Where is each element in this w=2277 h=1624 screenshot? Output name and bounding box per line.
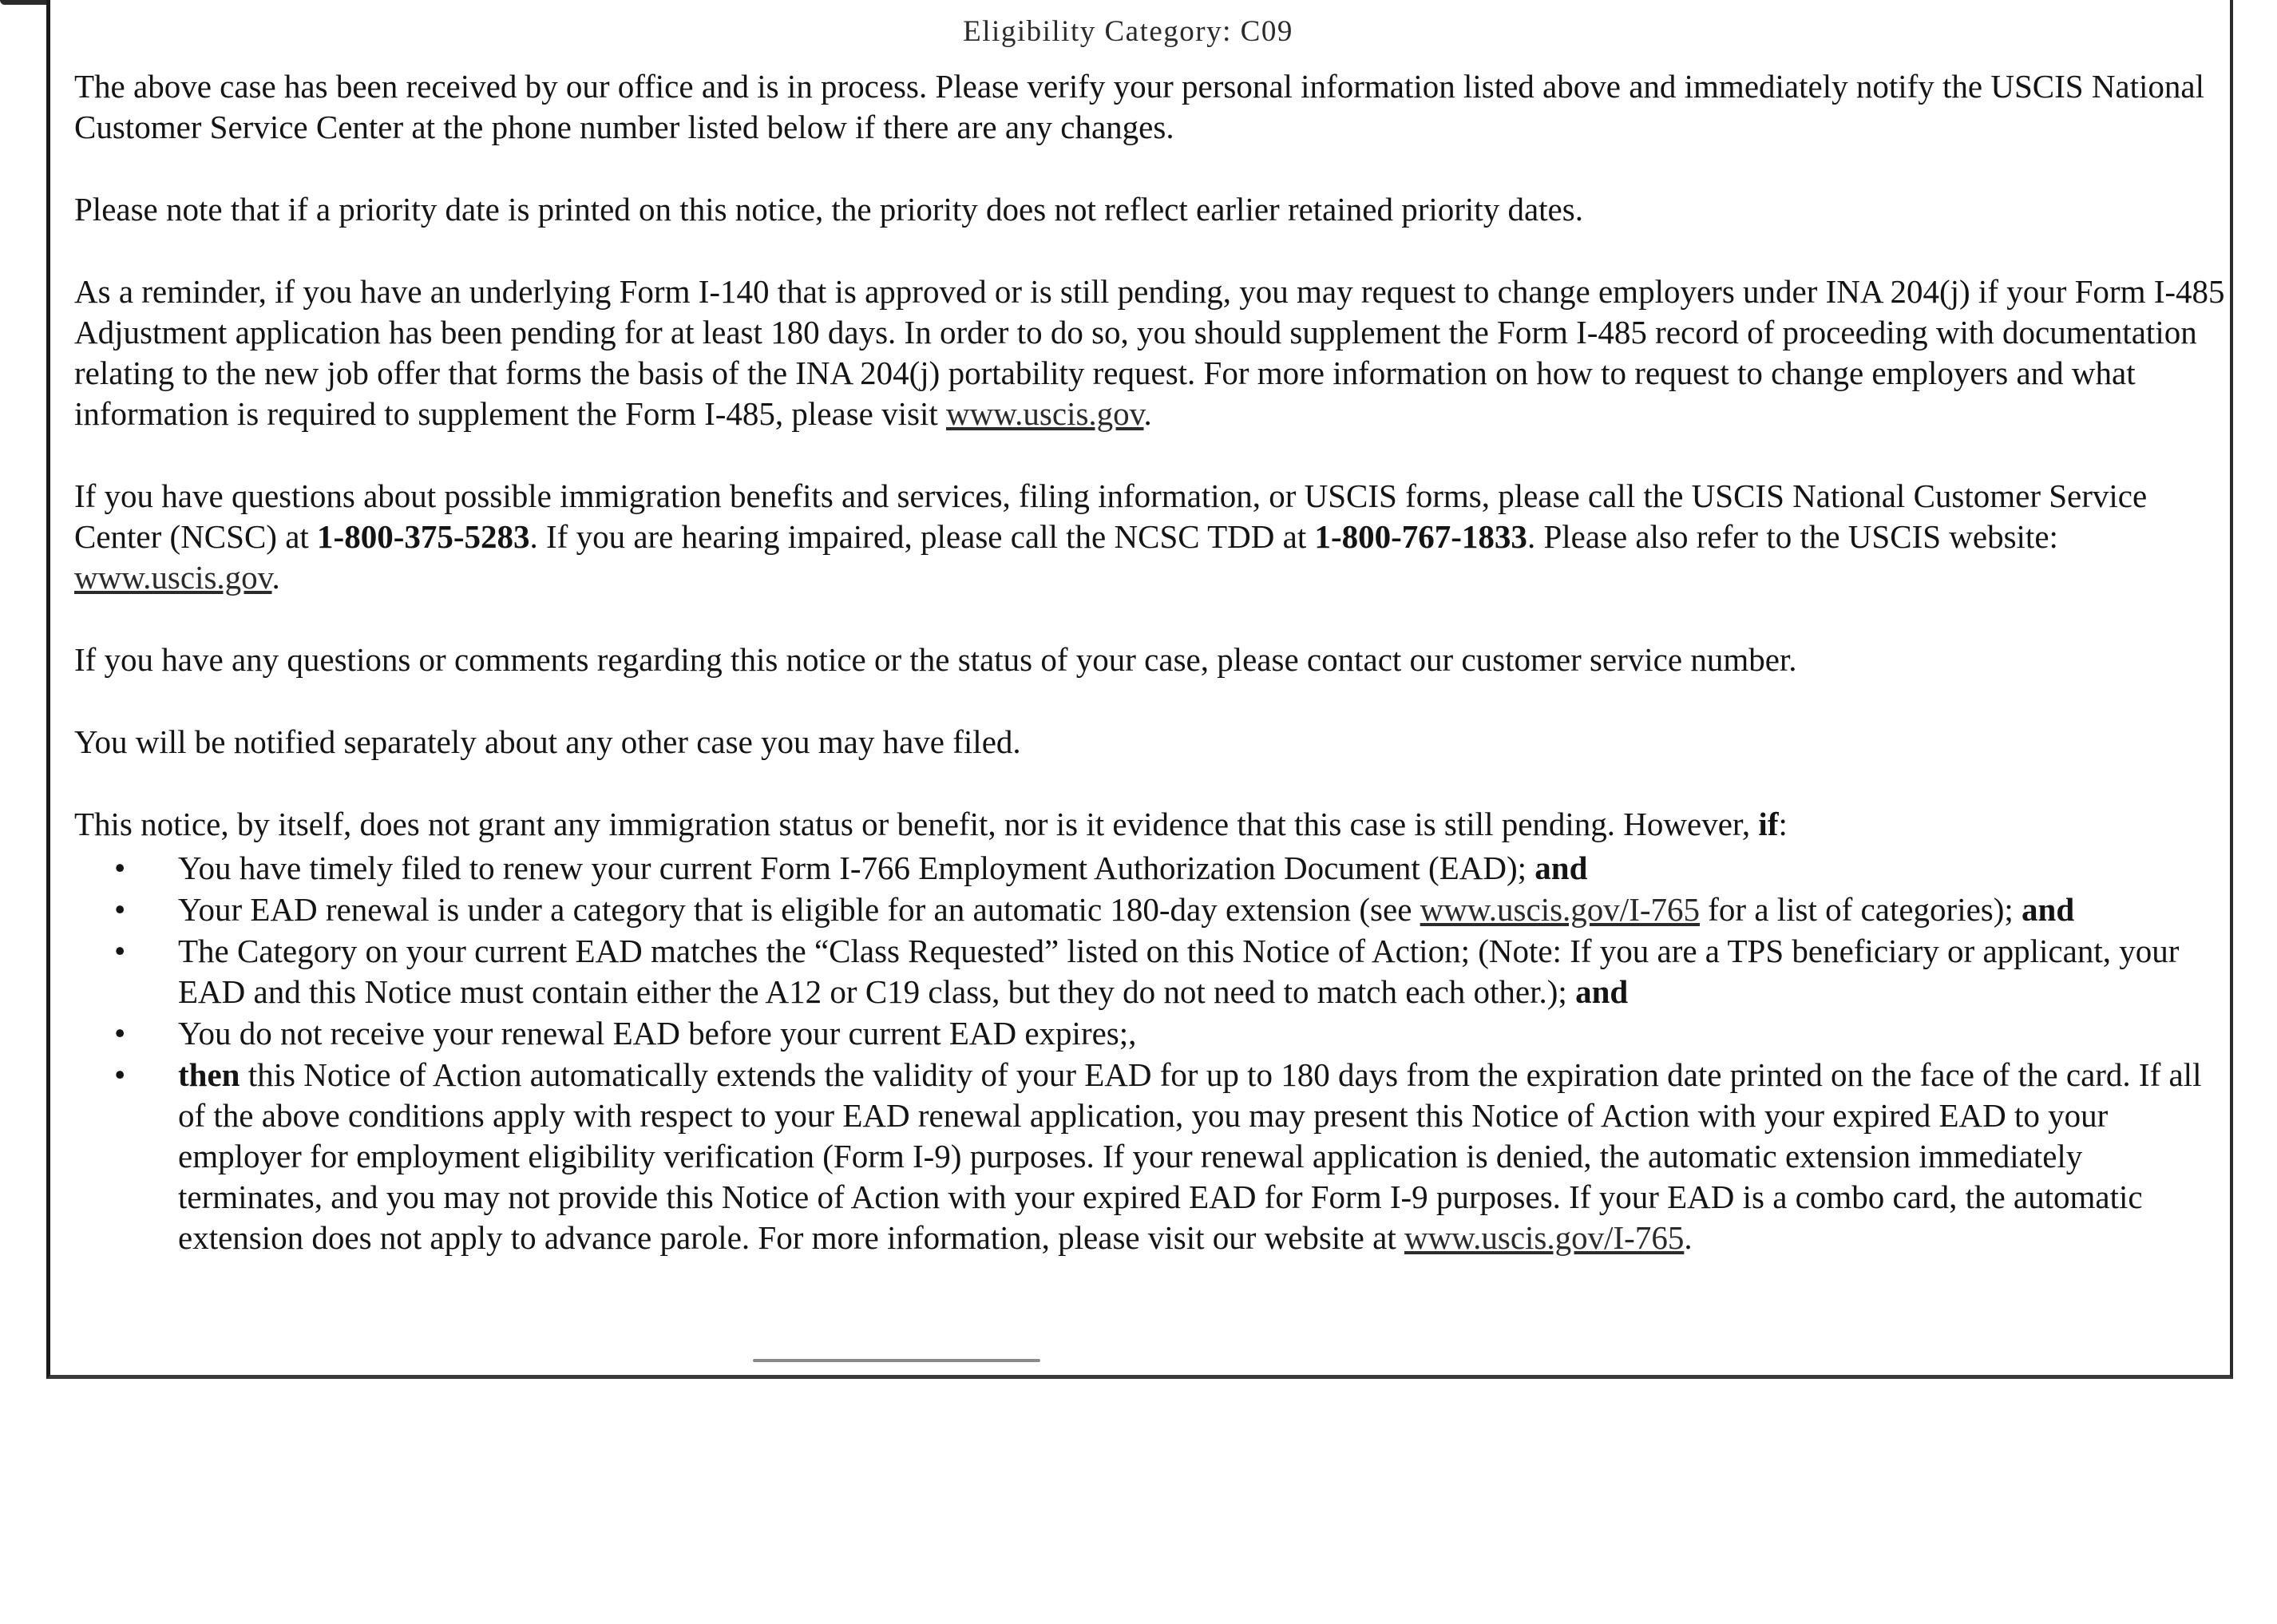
punctuation: . [1684, 1219, 1693, 1256]
ncsc-phone-number: 1-800-375-5283 [317, 518, 530, 555]
scanned-notice-sheet [46, 0, 2233, 1379]
condition-text: Your EAD renewal is under a category that is eligible for an automatic 180-day extension (see [178, 891, 1420, 928]
punctuation: . [271, 559, 280, 596]
extension-conditions-list [74, 848, 2230, 1258]
paragraph-text: . If you are hearing impaired, please call the NCSC TDD at [529, 518, 1315, 555]
punctuation: . [1143, 395, 1152, 432]
paragraph-change-employers [74, 271, 2230, 434]
paragraph-extension-intro [74, 804, 2230, 845]
condition-not-received [74, 1013, 2230, 1054]
paragraph-questions-comments: If you have any questions or comments regarding this notice or the status of your case, please contact our customer service number. [74, 641, 1797, 678]
condition-category-matches [74, 931, 2230, 1012]
i765-link[interactable]: www.uscis.gov/I-765 [1404, 1219, 1685, 1256]
paragraph-priority-date: Please note that if a priority date is printed on this notice, the priority does not reflect earlier retained priority dates. [74, 191, 1583, 228]
uscis-website-link[interactable]: www.uscis.gov [74, 559, 272, 596]
paragraph-text: . Please also refer to the USCIS website: [1527, 518, 2058, 555]
condition-then-extension [74, 1055, 2230, 1258]
condition-text: this Notice of Action automatically extends the validity of your EAD for up to 180 days from the expiration date printed on the face of the card. If all of the above conditions apply with respect to your EAD renewal application, you may present this Notice of Action with your expired EAD to your employer for employment eligibility verification (Form I-9) purposes. If your renewal application is denied, the automatic extension immediately terminates, and you may not provide this Notice of Action with your expired EAD for Form I-9 purposes. If your EAD is a combo card, the automatic extension does not apply to advance parole. For more information, please visit our website at [178, 1056, 2202, 1256]
condition-text: for a list of categories); [1700, 891, 2022, 928]
condition-text: You have timely filed to renew your current Form I-766 Employment Authorization Document (EAD); [178, 850, 1535, 886]
bold-and: and [1534, 850, 1588, 886]
punctuation: : [1778, 806, 1788, 842]
bullet-icon: • [114, 1015, 126, 1052]
uscis-website-link[interactable]: www.uscis.gov [946, 395, 1144, 432]
condition-text: You do not receive your renewal EAD before your current EAD expires;, [178, 1015, 1137, 1052]
bold-if: if [1758, 806, 1779, 842]
bullet-icon: • [114, 850, 126, 886]
bold-and: and [1575, 973, 1629, 1010]
paragraph-separate-notification: You will be notified separately about any other case you may have filed. [74, 723, 1021, 760]
bold-then: then [178, 1056, 240, 1093]
bullet-icon: • [114, 891, 126, 928]
bullet-icon: • [114, 933, 126, 969]
condition-timely-filed [74, 848, 2230, 889]
paragraph-ncsc-contact [74, 476, 2230, 598]
ncsc-tdd-phone-number: 1-800-767-1833 [1314, 518, 1527, 555]
paragraph-case-received: The above case has been received by our office and is in process. Please verify your personal information listed above and immediately notify the USCIS National Customer Service Center at the phone number listed below if there are any changes. [74, 68, 2205, 145]
paragraph-text: This notice, by itself, does not grant any immigration status or benefit, nor is it evidence that this case is still pending. However, [74, 806, 1759, 842]
eligibility-category-title: Eligibility Category: C09 [963, 15, 1293, 48]
condition-eligible-category [74, 889, 2230, 930]
notice-body [74, 11, 2230, 1259]
paragraph-text: If you have questions about possible immigration benefits and services, filing information, or USCIS forms, please call the USCIS National Customer Service Center (NCSC) at [74, 477, 2148, 555]
bullet-icon: • [114, 1056, 126, 1093]
paragraph-text: As a reminder, if you have an underlying Form I-140 that is approved or is still pending, you may request to change employers under INA 204(j) if your Form I-485 Adjustment application has been pending for at least 180 days. In order to do so, you should supplement the Form I-485 record of proceeding with documentation relating to the new job offer that forms the basis of the INA 204(j) portability request. For more information on how to request to change employers and what information is required to supplement the Form I-485, please visit [74, 273, 2225, 432]
i765-link[interactable]: www.uscis.gov/I-765 [1420, 891, 1701, 928]
bottom-edge-shadow [753, 1359, 1040, 1362]
bold-and: and [2022, 891, 2075, 928]
condition-text: The Category on your current EAD matches the “Class Requested” listed on this Notice of Action; (Note: If you are a TPS beneficiary or applicant, your EAD and this Notice must contain either the A12 or C19 class, but they do not need to match each other.); [178, 933, 2180, 1010]
